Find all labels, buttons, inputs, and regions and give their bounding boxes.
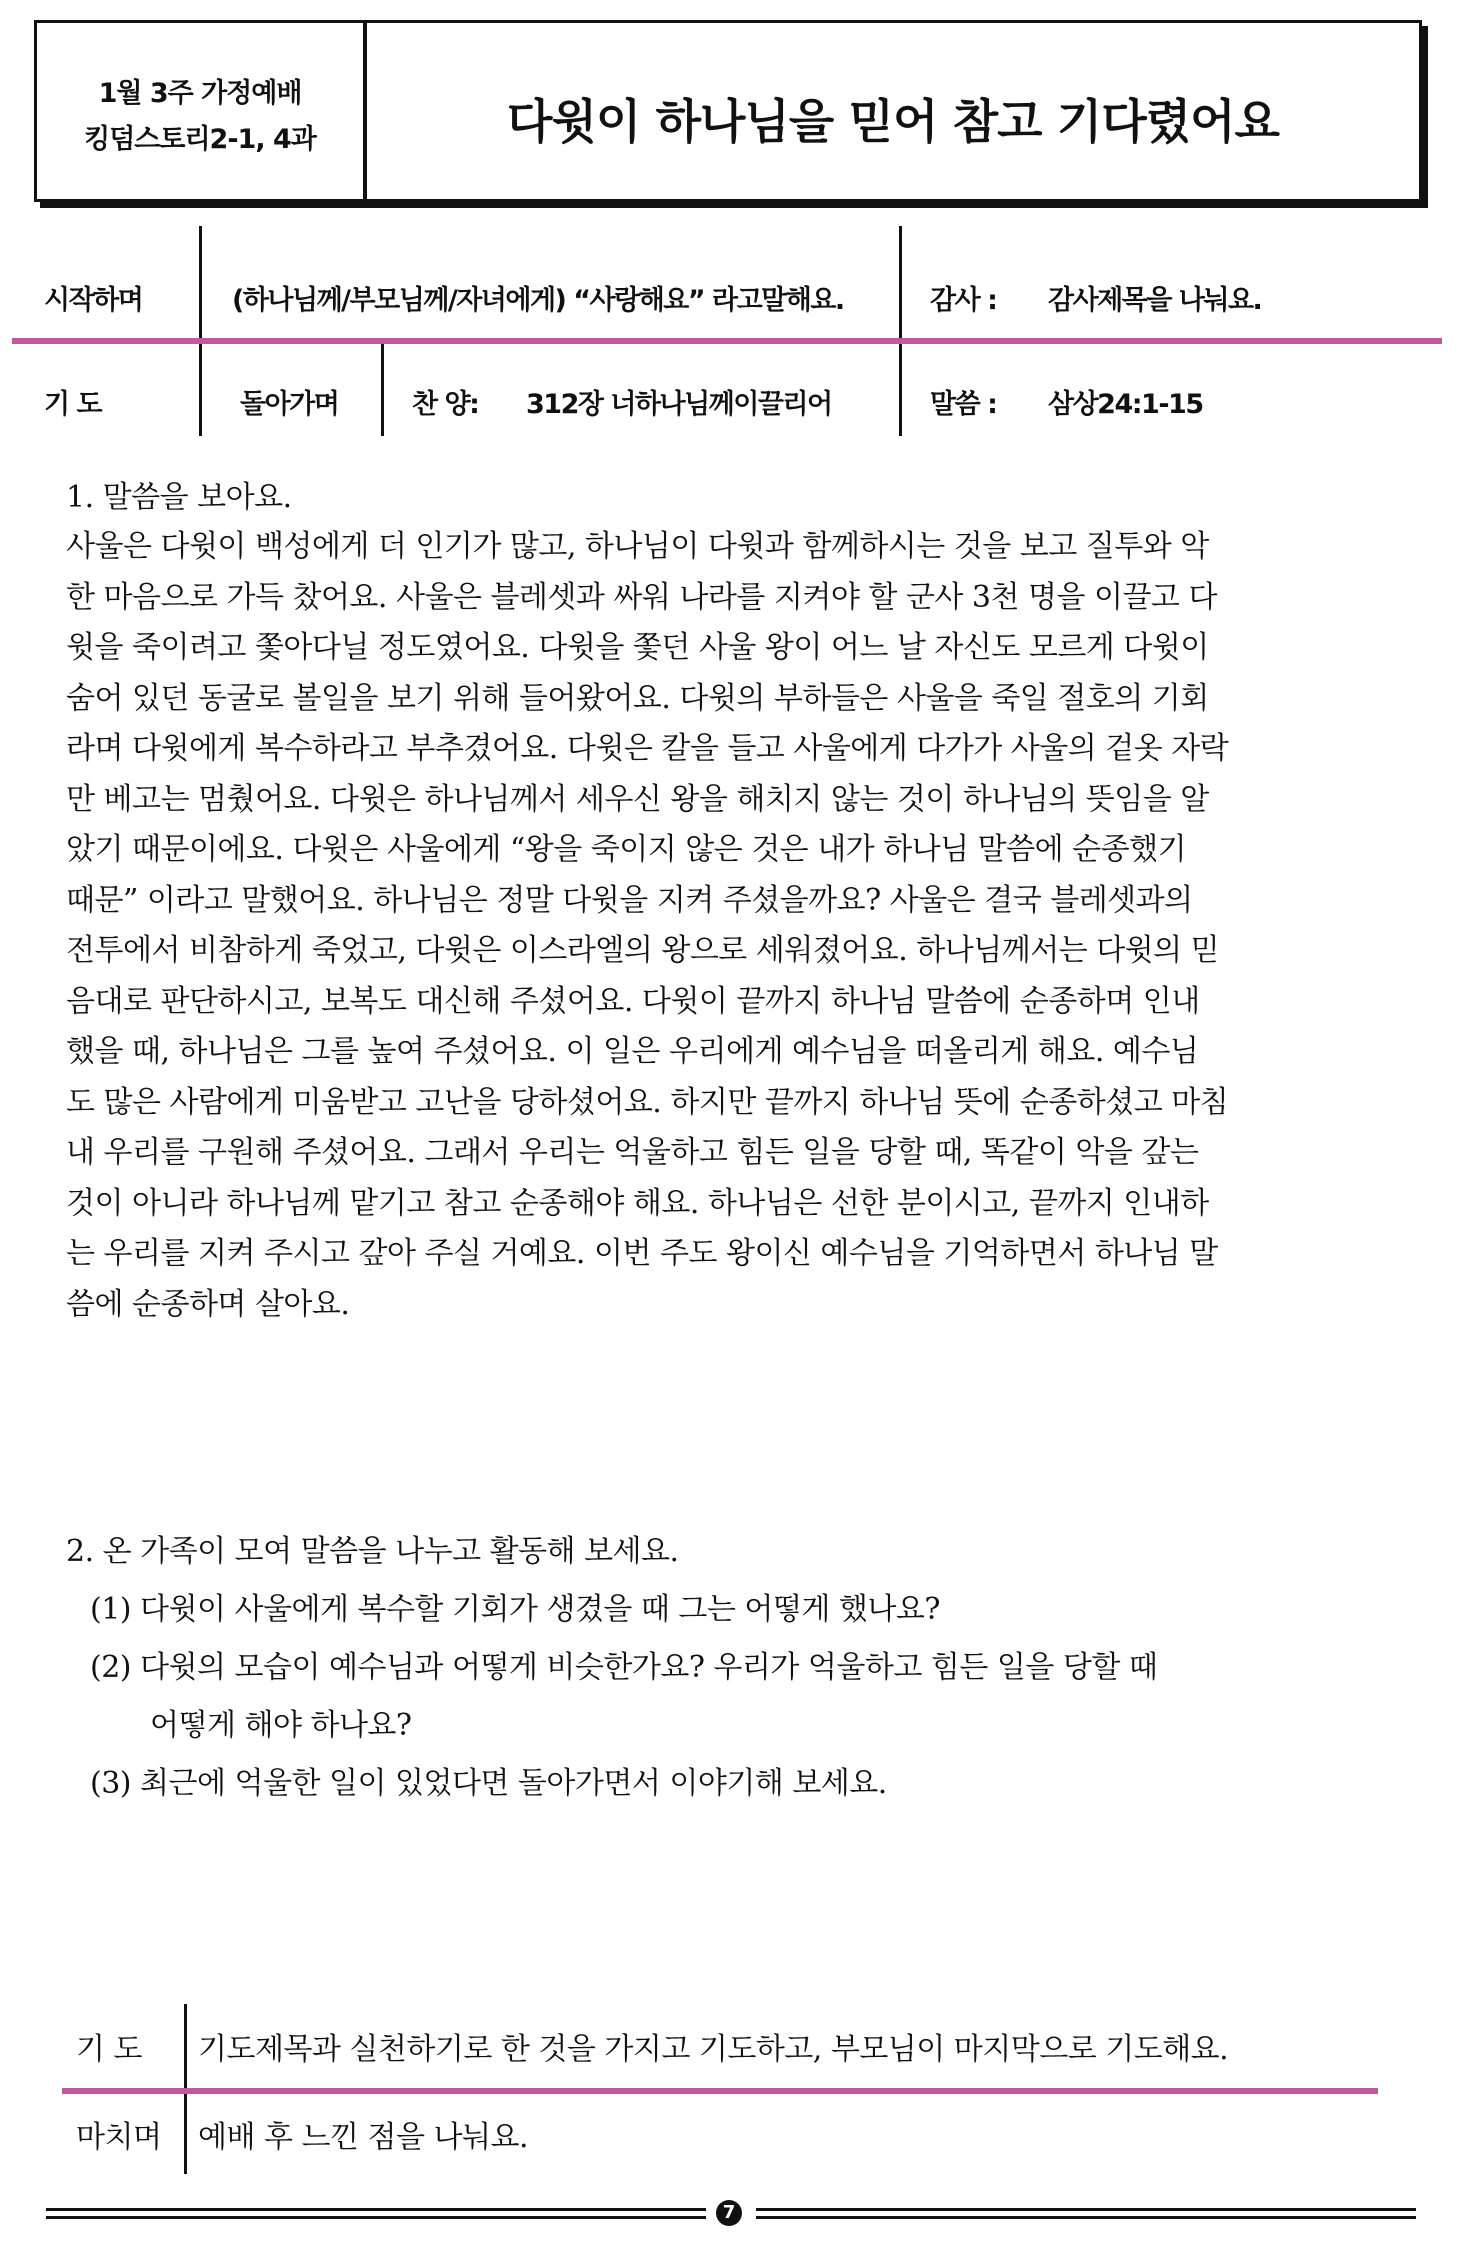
closing-prayer-label: 기 도: [76, 2032, 142, 2067]
body-line: 만 베고는 멈췄어요. 다윗은 하나님께서 세우신 왕을 해치지 않는 것이 하나님의 뜻임을 알: [66, 781, 1209, 817]
scripture-text: 삼상24:1-15: [1048, 389, 1203, 420]
body-line: 윗을 죽이려고 쫓아다닐 정도였어요. 다윗을 쫓던 사울 왕이 어느 날 자신도 모르게 다윗이: [66, 630, 1209, 665]
section1-body: [66, 522, 1228, 1330]
body-line: 한 마음으로 가득 찼어요. 사울은 블레셋과 싸워 나라를 지켜야 할 군사 3천 명을 이끌고 다: [66, 579, 1217, 615]
body-line: 것이 아니라 하나님께 맡기고 참고 순종해야 해요. 하나님은 선한 분이시고, 끝까지 인내하: [66, 1185, 1209, 1221]
closing-prayer-text: 기도제목과 실천하기로 한 것을 가지고 기도하고, 부모님이 마지막으로 기도해요.: [198, 2032, 1229, 2067]
bottom-rule-right-2: [756, 2216, 1416, 2219]
body-line: 했을 때, 하나님은 그를 높여 주셨어요. 이 일은 우리에게 예수님을 떠올리게 해요. 예수님: [66, 1034, 1199, 1069]
body-line: 숨어 있던 동굴로 볼일을 보기 위해 들어왔어요. 다윗의 부하들은 사울을 죽일 절호의 기회: [66, 680, 1209, 716]
page-number: 7: [716, 2200, 742, 2226]
body-line: 도 많은 사람에게 미움받고 고난을 당하셨어요. 하지만 끝까지 하나님 뜻에 순종하셨고 마침: [66, 1084, 1229, 1120]
thanks-label: 감사 :: [930, 285, 997, 316]
section2-heading: 2. 온 가족이 모여 말씀을 나누고 활동해 보세요.: [66, 1534, 679, 1569]
start-text: (하나님께/부모님께/자녀에게) “사랑해요” 라고말해요.: [232, 285, 844, 316]
body-line: 았기 때문이에요. 다윗은 사울에게 “왕을 죽이지 않은 것은 내가 하나님 말씀에 순종했기: [66, 832, 1187, 867]
start-label: 시작하며: [44, 285, 143, 316]
body-line: 내 우리를 구원해 주셨어요. 그래서 우리는 억울하고 힘든 일을 당할 때, 똑같이 악을 갚는: [66, 1135, 1199, 1170]
lesson-label: 킹덤스토리2-1, 4과: [84, 124, 316, 155]
body-line: 라며 다윗에게 복수하라고 부추겼어요. 다윗은 칼을 들고 사울에게 다가가 사울의 겉옷 자락: [66, 731, 1229, 766]
thanks-text: 감사제목을 나눠요.: [1048, 285, 1262, 316]
prayer-label: 기 도: [44, 389, 102, 420]
body-line: 때문” 이라고 말했어요. 하나님은 정말 다윗을 지켜 주셨을까요? 사울은 결국 블레셋과의: [66, 882, 1193, 918]
question-2: (2) 다윗의 모습이 예수님과 어떻게 비슷한가요? 우리가 억울하고 힘든 일을 당할 때: [90, 1650, 1158, 1685]
body-line: 사울은 다윗이 백성에게 더 인기가 많고, 하나님이 다윗과 함께하시는 것을 보고 질투와 악: [66, 529, 1209, 564]
week-label: 1월 3주 가정예배: [98, 78, 302, 109]
bottom-rule-left: [46, 2208, 706, 2211]
closing-text: 예배 후 느낀 점을 나눠요.: [198, 2120, 528, 2155]
scripture-label: 말씀 :: [930, 389, 997, 420]
question-1: (1) 다윗이 사울에게 복수할 기회가 생겼을 때 그는 어떻게 했나요?: [90, 1592, 940, 1627]
body-line: 씀에 순종하며 살아요.: [66, 1286, 350, 1322]
page-title: 다윗이 하나님을 믿어 참고 기다렸어요: [507, 95, 1279, 150]
section1-heading: 1. 말씀을 보아요.: [66, 480, 292, 515]
closing-label: 마치며: [76, 2120, 162, 2155]
question-3: (3) 최근에 억울한 일이 있었다면 돌아가면서 이야기해 보세요.: [90, 1766, 887, 1801]
body-line: 전투에서 비참하게 죽었고, 다윗은 이스라엘의 왕으로 세워졌어요. 하나님께서는 다윗의 믿: [66, 933, 1220, 968]
hymn-label: 찬 양:: [412, 389, 479, 420]
body-line: 는 우리를 지켜 주시고 갚아 주실 거예요. 이번 주도 왕이신 예수님을 기억하면서 하나님 말: [66, 1236, 1218, 1271]
prayer-text: 돌아가며: [240, 389, 339, 420]
question-2-cont: 어떻게 해야 하나요?: [150, 1708, 412, 1743]
body-line: 음대로 판단하시고, 보복도 대신해 주셨어요. 다윗이 끝까지 하나님 말씀에 순종하며 인내: [66, 983, 1200, 1019]
hymn-text: 312장 너하나님께이끌리어: [526, 389, 832, 420]
bottom-rule-left-2: [46, 2216, 706, 2219]
info-table: [0, 0, 1460, 440]
bottom-rule-right: [756, 2208, 1416, 2211]
